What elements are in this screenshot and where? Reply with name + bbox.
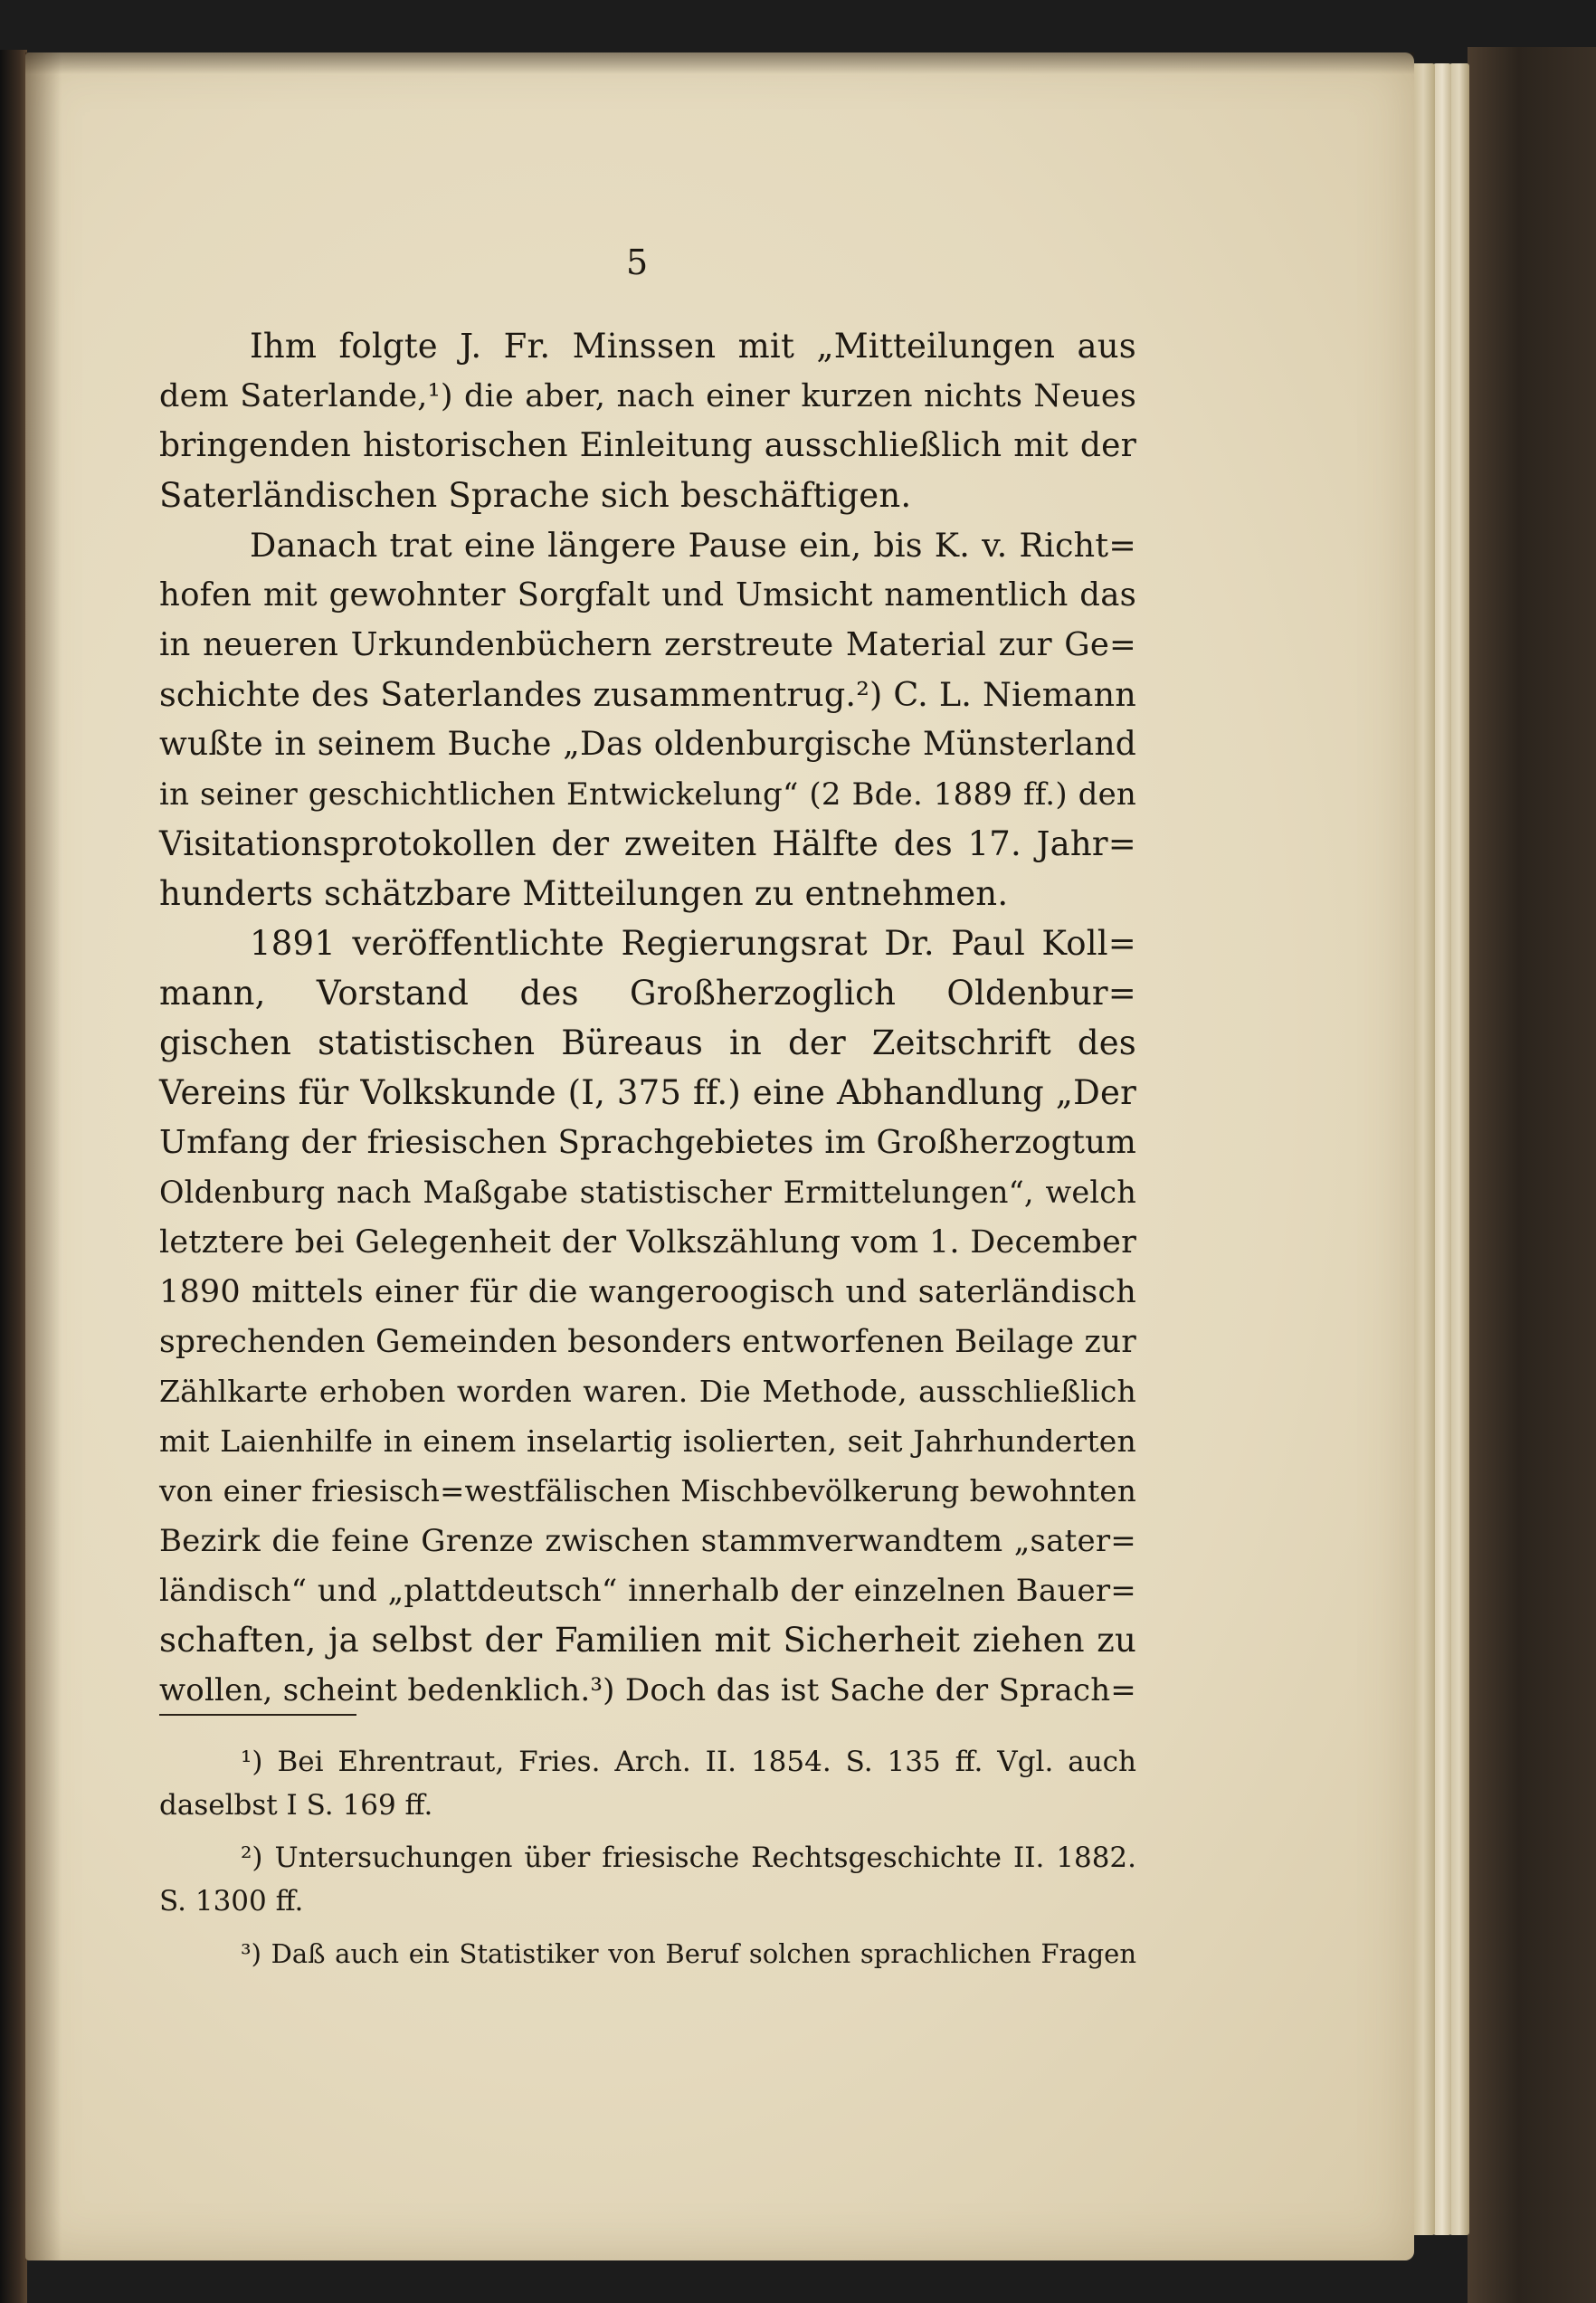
page-edges xyxy=(1411,63,1435,2235)
footnote-line: ²) Untersuchungen über friesische Rechtsgeschichte II. 1882. xyxy=(241,1841,1136,1874)
footnote-line: ³) Daß auch ein Statistiker von Beruf solchen sprachlichen Fragen xyxy=(241,1938,1136,1969)
body-line: 1890 mittels einer für die wangeroogisch und saterländisch xyxy=(159,1274,1136,1310)
body-line: gischen statistischen Büreaus in der Zeitschrift des xyxy=(159,1023,1136,1062)
page-edges xyxy=(1433,63,1451,2235)
body-line: dem Saterlande,¹) die aber, nach einer kurzen nichts Neues xyxy=(159,378,1136,414)
back-cover xyxy=(1468,47,1596,2303)
body-line: Visitationsprotokollen der zweiten Hälfte des 17. Jahr= xyxy=(159,824,1136,863)
body-line: sprechenden Gemeinden besonders entworfenen Beilage zur xyxy=(159,1324,1136,1360)
body-line: hunderts schätzbare Mitteilungen zu entnehmen. xyxy=(159,874,1009,913)
body-line: bringenden historischen Einleitung ausschließlich mit der xyxy=(159,427,1136,464)
body-line: von einer friesisch=westfälischen Mischbevölkerung bewohnten xyxy=(159,1474,1136,1508)
body-line: Danach trat eine längere Pause ein, bis K. v. Richt= xyxy=(250,526,1136,565)
body-line: mann, Vorstand des Großherzoglich Oldenbur= xyxy=(159,974,1136,1013)
footnote-line: daselbst I S. 169 ff. xyxy=(159,1789,433,1822)
body-line: letztere bei Gelegenheit der Volkszählung vom 1. December xyxy=(159,1224,1136,1261)
body-line: hofen mit gewohnter Sorgfalt und Umsicht namentlich das xyxy=(159,576,1136,614)
body-line: in neueren Urkundenbüchern zerstreute Material zur Ge= xyxy=(159,626,1136,663)
body-line: schaften, ja selbst der Familien mit Sicherheit ziehen zu xyxy=(159,1621,1136,1660)
footnote-line: S. 1300 ff. xyxy=(159,1885,304,1918)
body-line: wollen, scheint bedenklich.³) Doch das ist Sache der Sprach= xyxy=(159,1672,1136,1708)
body-line: Zählkarte erhoben worden waren. Die Methode, ausschließlich xyxy=(159,1374,1136,1409)
body-line: mit Laienhilfe in einem inselartig isolierten, seit Jahrhunderten xyxy=(159,1423,1136,1459)
body-line: Vereins für Volkskunde (I, 375 ff.) eine Abhandlung „Der xyxy=(159,1073,1136,1112)
page-content xyxy=(159,0,1136,2303)
body-line: Ihm folgte J. Fr. Minssen mit „Mitteilungen aus xyxy=(250,327,1136,366)
body-line: Umfang der friesischen Sprachgebietes im Großherzogtum xyxy=(159,1124,1136,1161)
left-cover-edge xyxy=(0,50,27,2303)
page-gutter-shadow xyxy=(25,52,62,2260)
body-line: 1891 veröffentlichte Regierungsrat Dr. Paul Koll= xyxy=(250,924,1136,963)
body-line: Oldenburg nach Maßgabe statistischer Ermittelungen“, welch xyxy=(159,1175,1136,1210)
body-line: Bezirk die feine Grenze zwischen stammverwandtem „sater= xyxy=(159,1523,1136,1559)
footnote-line: ¹) Bei Ehrentraut, Fries. Arch. II. 1854. S. 135 ff. Vgl. auch xyxy=(241,1746,1136,1778)
body-line: Saterländischen Sprache sich beschäftigen. xyxy=(159,476,912,515)
page-edges xyxy=(1449,63,1469,2235)
body-line: schichte des Saterlandes zusammentrug.²) C. L. Niemann xyxy=(159,675,1136,714)
body-line: wußte in seinem Buche „Das oldenburgische Münsterland xyxy=(159,726,1136,763)
page-number: 5 xyxy=(626,243,649,282)
footnote-separator xyxy=(159,1714,356,1716)
body-line: ländisch“ und „plattdeutsch“ innerhalb der einzelnen Bauer= xyxy=(159,1573,1136,1609)
body-line: in seiner geschichtlichen Entwickelung“ (2 Bde. 1889 ff.) den xyxy=(159,776,1136,813)
